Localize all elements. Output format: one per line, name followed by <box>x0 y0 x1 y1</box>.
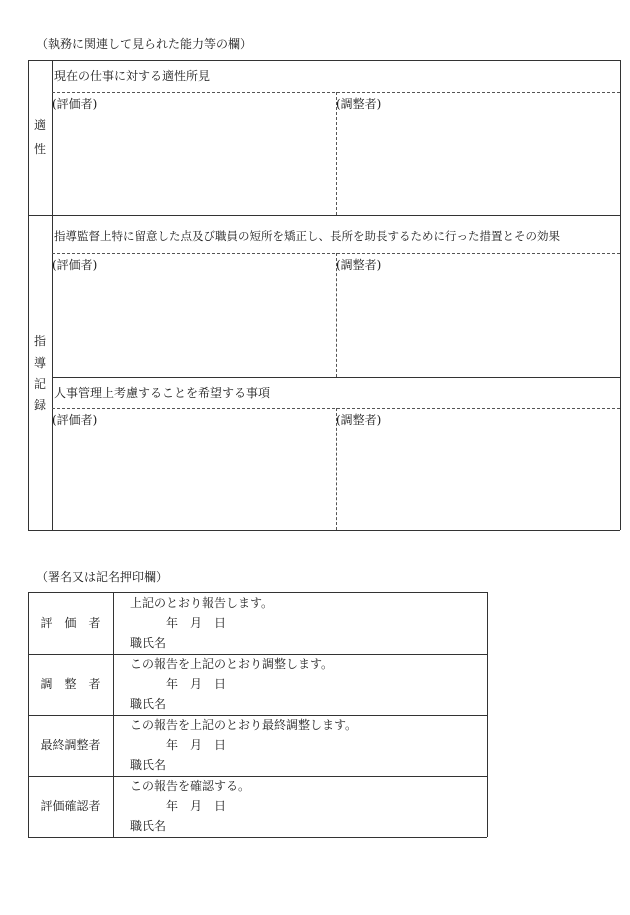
guidance-evaluator-field[interactable] <box>54 273 334 373</box>
aptitude-evaluator-label: (評価者) <box>52 97 98 111</box>
guidance-adjuster-label: (調整者) <box>336 258 382 272</box>
aptitude-adjuster-label: (調整者) <box>336 97 382 111</box>
ability-section-caption: （執務に関連して見られた能力等の欄） <box>36 37 253 51</box>
signature-statement: この報告を上記のとおり調整します。 <box>130 657 334 671</box>
signature-row-label: 評 価 者 <box>40 616 101 630</box>
guidance-evaluator-label: (評価者) <box>52 258 98 272</box>
signature-date[interactable]: 年 月 日 <box>166 616 227 630</box>
signature-row-label: 評価確認者 <box>40 799 101 813</box>
signature-statement: この報告を上記のとおり最終調整します。 <box>130 718 358 732</box>
aptitude-heading: 現在の仕事に対する適性所見 <box>54 69 211 83</box>
signature-row-label: 調 整 者 <box>40 677 101 691</box>
aptitude-evaluator-field[interactable] <box>54 112 334 212</box>
signature-date[interactable]: 年 月 日 <box>166 677 227 691</box>
personnel-adjuster-field[interactable] <box>338 428 618 526</box>
personnel-adjuster-label: (調整者) <box>336 413 382 427</box>
guidance-heading: 指導監督上特に留意した点及び職員の短所を矯正し、長所を助長するために行った措置とその効果 <box>54 229 560 243</box>
personnel-heading: 人事管理上考慮することを希望する事項 <box>54 386 271 400</box>
signature-statement: 上記のとおり報告します。 <box>130 596 274 610</box>
signature-row-label: 最終調整者 <box>40 738 101 752</box>
personnel-evaluator-field[interactable] <box>54 428 334 526</box>
guidance-adjuster-field[interactable] <box>338 273 618 373</box>
signature-name[interactable]: 職氏名 <box>130 697 167 711</box>
signature-statement: この報告を確認する。 <box>130 779 251 793</box>
signature-date[interactable]: 年 月 日 <box>166 799 227 813</box>
signature-name[interactable]: 職氏名 <box>130 819 167 833</box>
personnel-evaluator-label: (評価者) <box>52 413 98 427</box>
aptitude-adjuster-field[interactable] <box>338 112 618 212</box>
signature-section-caption: （署名又は記名押印欄） <box>36 570 169 584</box>
signature-name[interactable]: 職氏名 <box>130 636 167 650</box>
signature-date[interactable]: 年 月 日 <box>166 738 227 752</box>
signature-name[interactable]: 職氏名 <box>130 758 167 772</box>
